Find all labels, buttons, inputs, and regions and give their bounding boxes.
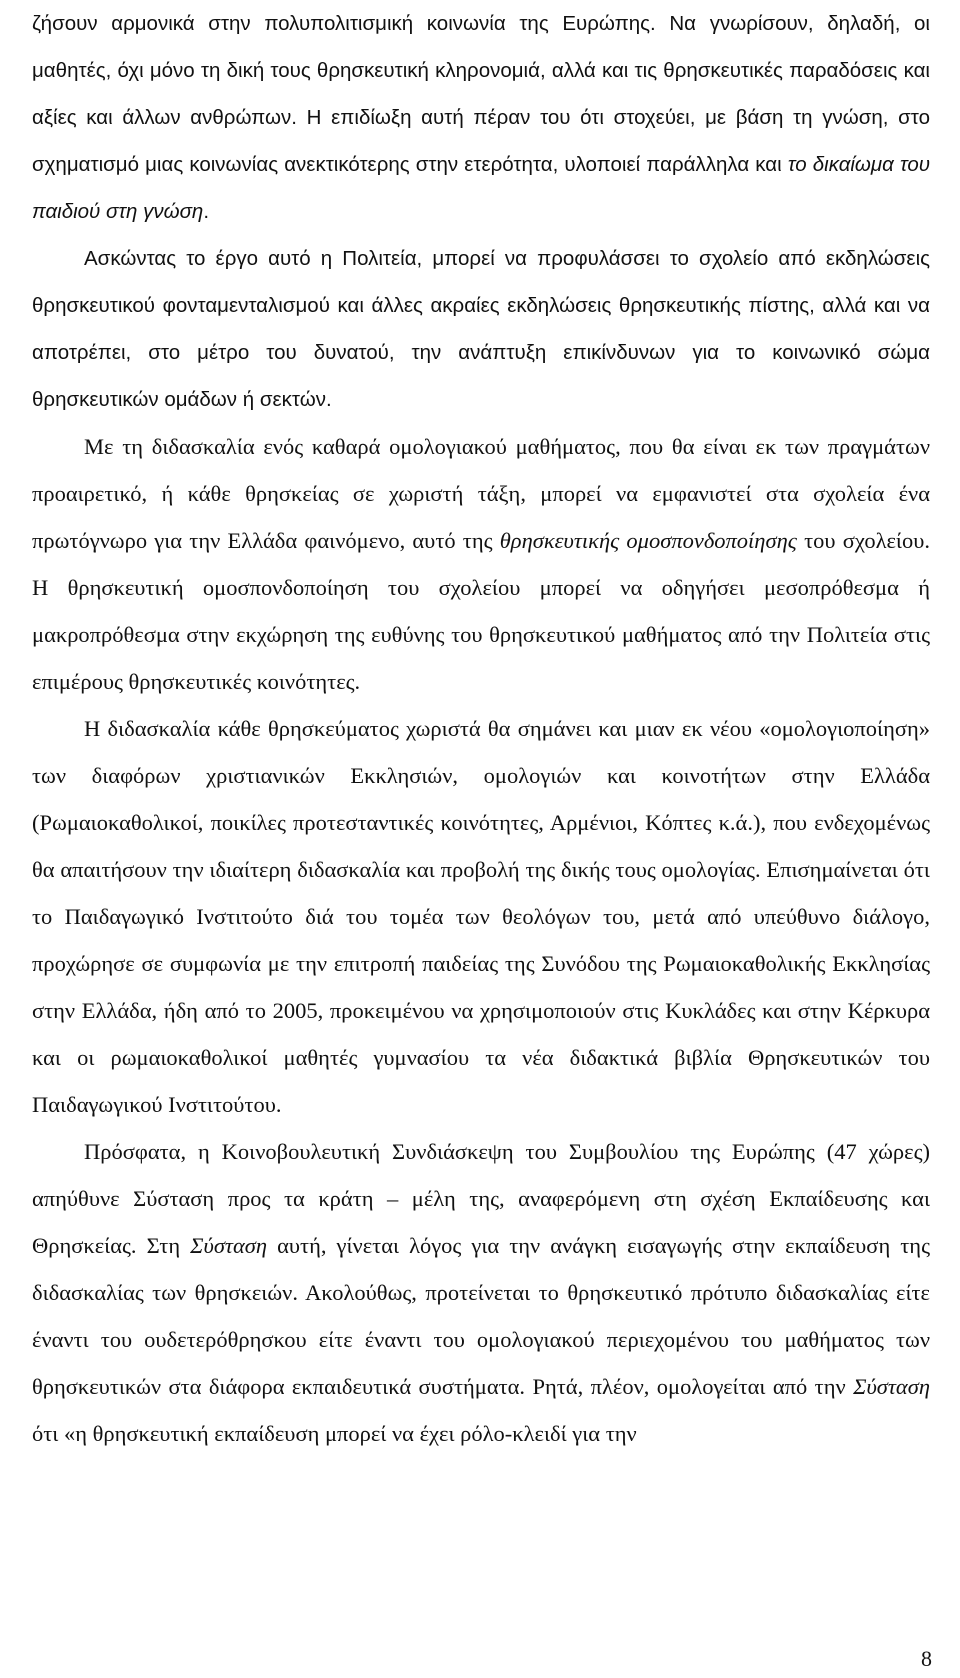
- paragraph-0-emphasis: το δικαίωμα του παιδιού στη γνώση: [32, 153, 930, 223]
- page-number: 8: [921, 1646, 932, 1671]
- paragraph-0-text: ζήσουν αρμονικά στην πολυπολιτισμική κοινωνία της Ευρώπης. Να γνωρίσουν, δηλαδή, οι μαθητές, όχι μόνο τη δική τους θρησκευτική κληρονομιά, αλλά και τις θρησκευτικές παραδόσεις και αξίες και άλλων ανθρώπων. Η επιδίωξη αυτή πέραν του ότι στοχεύει, με βάση τη γνώση, στο σχηματισμό μιας κοινωνίας ανεκτικότερης στην ετερότητα, υλοποιεί παράλληλα και: [32, 12, 930, 176]
- body-text: [32, 0, 930, 1457]
- paragraph-2-text: Με τη διδασκαλία ενός καθαρά ομολογιακού μαθήματος, που θα είναι εκ των πραγμάτων προαιρετικό, ή κάθε θρησκείας σε χωριστή τάξη, μπορεί να εμφανιστεί στα σχολεία ένα πρωτόγνωρο για την Ελλάδα φαινόμενο, αυτό της: [32, 434, 930, 553]
- paragraph-4: [32, 1128, 930, 1457]
- paragraph-0: [32, 0, 930, 235]
- paragraph-4-middle: αυτή, γίνεται λόγος για την ανάγκη εισαγωγής στην εκπαίδευση της διδασκαλίας των θρησκειών. Ακολούθως, προτείνεται το θρησκευτικό πρότυπο διδασκαλίας είτε έναντι του ουδετερόθρησκου είτε έναντι του ομολογιακού περιεχομένου του μαθήματος των θρησκευτικών στα διάφορα εκπαιδευτικά συστήματα. Ρητά, πλέον, ομολογείται από την: [32, 1233, 930, 1399]
- paragraph-3: Η διδασκαλία κάθε θρησκεύματος χωριστά θα σημάνει και μιαν εκ νέου «ομολογιοποίηση» των διαφόρων χριστιανικών Εκκλησιών, ομολογιών και κοινοτήτων στην Ελλάδα (Ρωμαιοκαθολικοί, ποικίλες προτεσταντικές κοινότητες, Αρμένιοι, Κόπτες κ.ά.), που ενδεχομένως θα απαιτήσουν την ιδιαίτερη διδασκαλία και προβολή της δικής τους ομολογίας. Επισημαίνεται ότι το Παιδαγωγικό Ινστιτούτο διά του τομέα των θεολόγων του, μετά από υπεύθυνο διάλογο, προχώρησε σε συμφωνία με την επιτροπή παιδείας της Συνόδου της Ρωμαιοκαθολικής Εκκλησίας στην Ελλάδα, ήδη από το 2005, προκειμένου να χρησιμοποιούν στις Κυκλάδες και στην Κέρκυρα και οι ρωμαιοκαθολικοί μαθητές γυμνασίου τα νέα διδακτικά βιβλία Θρησκευτικών του Παιδαγωγικού Ινστιτούτου.: [32, 716, 930, 1117]
- paragraph-2-emphasis: θρησκευτικής ομοσπονδοποίησης: [499, 528, 797, 553]
- paragraph-2-end: του σχολείου. Η θρησκευτική ομοσπονδοποίηση του σχολείου μπορεί να οδηγήσει μεσοπρόθεσμα ή μακροπρόθεσμα στην εκχώρηση της ευθύνης του θρησκευτικού μαθήματος από την Πολιτεία στις επιμέρους θρησκευτικές κοινότητες.: [32, 528, 930, 694]
- paragraph-2: [32, 423, 930, 705]
- paragraph-0-end: .: [203, 200, 210, 223]
- paragraph-4-end: ότι «η θρησκευτική εκπαίδευση μπορεί να έχει ρόλο-κλειδί για την: [32, 1421, 637, 1446]
- paragraph-4-text: Πρόσφατα, η Κοινοβουλευτική Συνδιάσκεψη του Συμβουλίου της Ευρώπης (47 χώρες) απηύθυνε Σύσταση προς τα κράτη – μέλη της, αναφερόμενη στη σχέση Εκπαίδευσης και Θρησκείας. Στη: [32, 1139, 930, 1258]
- paragraph-4-emphasis-1: Σύσταση: [190, 1233, 268, 1258]
- paragraph-4-emphasis-2: Σύσταση: [853, 1374, 930, 1399]
- paragraph-1: Ασκώντας το έργο αυτό η Πολιτεία, μπορεί να προφυλάσσει το σχολείο από εκδηλώσεις θρησκευτικού φονταμενταλισμού και άλλες ακραίες εκδηλώσεις θρησκευτικής πίστης, αλλά και να αποτρέπει, στο μέτρο του δυνατού, την ανάπτυξη επικίνδυνων για το κοινωνικό σώμα θρησκευτικών ομάδων ή σεκτών.: [32, 247, 930, 411]
